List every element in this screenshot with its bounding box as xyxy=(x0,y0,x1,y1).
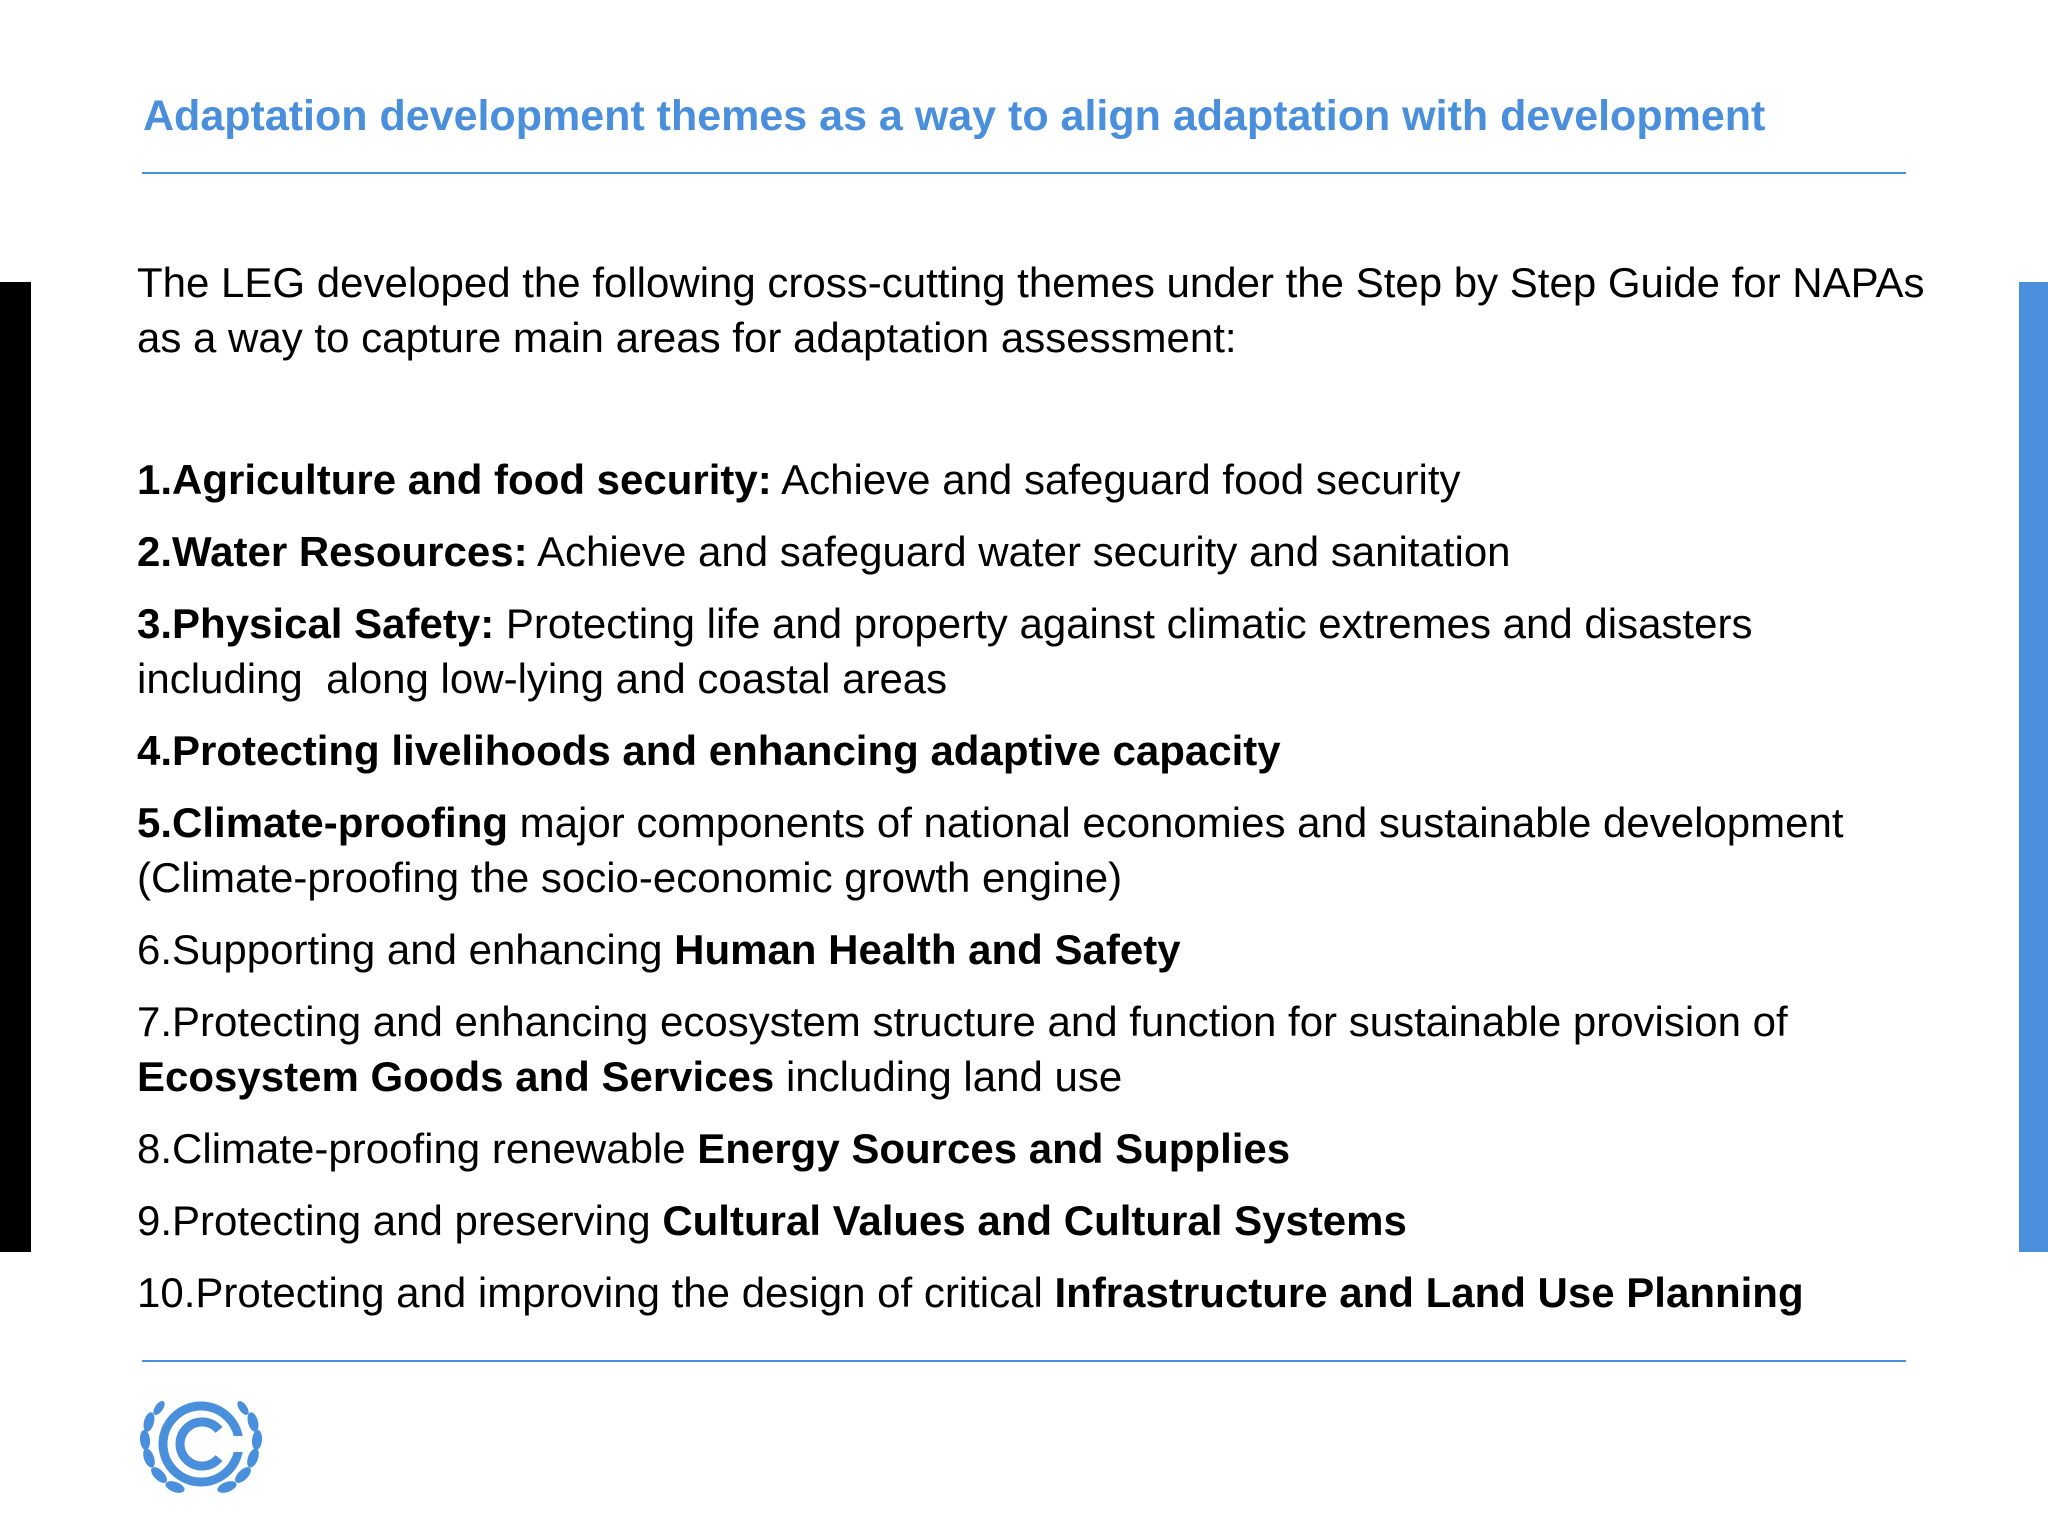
theme-item-3 xyxy=(137,596,1997,706)
theme-5-text: major components of national economies and sustainable development xyxy=(508,799,1844,846)
theme-8-heading: Energy Sources and Supplies xyxy=(697,1125,1291,1172)
theme-5-heading: 5.Climate-proofing xyxy=(137,799,509,846)
theme-8-text: 8.Climate-proofing renewable xyxy=(137,1125,698,1172)
theme-7-line-2 xyxy=(137,1049,1997,1104)
footer-divider xyxy=(142,1360,1906,1362)
theme-item-4 xyxy=(137,723,1997,778)
theme-5-line-1 xyxy=(137,795,1997,850)
theme-item-10 xyxy=(137,1265,1997,1320)
theme-6-text: 6.Supporting and enhancing xyxy=(137,926,675,973)
unfccc-emblem-icon xyxy=(135,1396,267,1504)
theme-1-text: Achieve and safeguard food security xyxy=(771,456,1461,503)
theme-6-heading: Human Health and Safety xyxy=(674,926,1181,973)
theme-item-5 xyxy=(137,795,1997,905)
theme-10-text: 10.Protecting and improving the design of critical xyxy=(137,1269,1055,1316)
theme-3-line-1 xyxy=(137,596,1997,651)
theme-10-heading: Infrastructure and Land Use Planning xyxy=(1054,1269,1804,1316)
theme-3-line-2: including along low-lying and coastal areas xyxy=(137,655,948,702)
intro-paragraph: The LEG developed the following cross-cutting themes under the Step by Step Guide for NAPAs as a way to capture main areas for adaptation assessment: xyxy=(137,259,1925,361)
left-accent-bar xyxy=(0,282,31,1252)
theme-1-heading: 1.Agriculture and food security: xyxy=(137,456,772,503)
theme-2-heading: 2.Water Resources: xyxy=(137,528,528,575)
theme-2-text: Achieve and safeguard water security and sanitation xyxy=(527,528,1511,575)
theme-item-2 xyxy=(137,524,1997,579)
theme-item-6 xyxy=(137,922,1997,977)
theme-4-heading: 4.Protecting livelihoods and enhancing adaptive capacity xyxy=(137,727,1281,774)
theme-3-text: Protecting life and property against climatic extremes and disasters xyxy=(494,600,1753,647)
themes-list xyxy=(137,452,1997,1337)
theme-3-heading: 3.Physical Safety: xyxy=(137,600,495,647)
title-divider xyxy=(142,172,1906,174)
theme-7-rest: including land use xyxy=(774,1053,1123,1100)
theme-item-7 xyxy=(137,994,1997,1104)
theme-item-9 xyxy=(137,1193,1997,1248)
theme-9-heading: Cultural Values and Cultural Systems xyxy=(662,1197,1407,1244)
theme-9-text: 9.Protecting and preserving xyxy=(137,1197,663,1244)
theme-5-line-2: (Climate-proofing the socio-economic growth engine) xyxy=(137,854,1123,901)
slide-title: Adaptation development themes as a way to align adaptation with development xyxy=(143,92,1766,140)
theme-item-8 xyxy=(137,1121,1997,1176)
theme-7-text: 7.Protecting and enhancing ecosystem structure and function for sustainable provision of xyxy=(137,998,1788,1045)
theme-item-1 xyxy=(137,452,1997,507)
theme-7-heading: Ecosystem Goods and Services xyxy=(137,1053,775,1100)
right-accent-bar xyxy=(2019,282,2048,1252)
